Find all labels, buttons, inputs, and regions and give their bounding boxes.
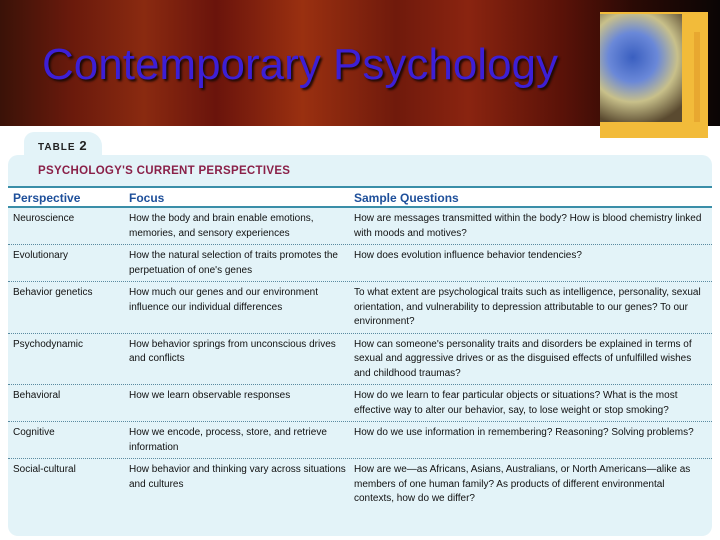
questions-cell: To what extent are psychological traits such as intelligence, personality, sexual orientation, and vulnerability to depression attributable to our genes? To our environment?	[354, 287, 701, 327]
questions-cell: How are messages transmitted within the body? How is blood chemistry linked with moods and motives?	[354, 213, 702, 239]
focus-cell: How the body and brain enable emotions, memories, and sensory experiences	[129, 213, 314, 239]
slide-title: Contemporary Psychology	[42, 40, 559, 89]
table-row	[8, 208, 712, 245]
table-row	[8, 385, 712, 422]
table-row	[8, 334, 712, 386]
table-row	[8, 459, 712, 510]
table-row	[8, 282, 712, 334]
perspective-cell: Cognitive	[13, 427, 55, 438]
header-focus: Focus	[129, 191, 165, 205]
focus-cell: How behavior and thinking vary across situations and cultures	[129, 464, 346, 490]
focus-cell: How we encode, process, store, and retrieve information	[129, 427, 327, 453]
table-body	[8, 208, 712, 510]
perspective-cell: Social-cultural	[13, 464, 76, 475]
perspective-cell: Neuroscience	[13, 213, 75, 224]
questions-cell: How does evolution influence behavior tendencies?	[354, 250, 582, 261]
perspective-cell: Evolutionary	[13, 250, 69, 261]
cover-photo	[600, 14, 682, 122]
table-header	[8, 186, 712, 208]
perspective-cell: Behavioral	[13, 390, 61, 401]
questions-cell: How do we learn to fear particular objects or situations? What is the most effective way to alter our behavior, say, to lose weight or stop smoking?	[354, 390, 678, 416]
questions-cell: How are we—as Africans, Asians, Australians, or North Americans—alike as members of one human family? As products of different environmental contexts, how do we differ?	[354, 464, 691, 504]
table-row	[8, 422, 712, 459]
table-caption: PSYCHOLOGY'S CURRENT PERSPECTIVES	[38, 165, 291, 177]
focus-cell: How we learn observable responses	[129, 390, 291, 401]
questions-cell: How can someone's personality traits and disorders be explained in terms of sexual and aggressive drives or as the disguised effects of unfulfilled wishes and childhood traumas?	[354, 338, 692, 379]
table-row	[8, 245, 712, 282]
perspective-cell: Behavior genetics	[13, 287, 93, 298]
focus-cell: How the natural selection of traits promotes the perpetuation of one's genes	[129, 250, 338, 276]
focus-cell: How behavior springs from unconscious drives and conflicts	[129, 338, 336, 364]
perspective-cell: Psychodynamic	[13, 338, 84, 350]
questions-cell: How do we use information in remembering? Reasoning? Solving problems?	[354, 427, 694, 438]
focus-cell: How much our genes and our environment influence our individual differences	[129, 287, 318, 313]
table-number-label	[38, 138, 88, 153]
cover-title-strip	[694, 32, 700, 122]
book-cover-image	[600, 12, 708, 138]
header-perspective: Perspective	[13, 191, 81, 205]
header-sample-questions: Sample Questions	[354, 191, 459, 205]
table-number: 2	[79, 138, 88, 153]
table-label: TABLE	[38, 142, 76, 153]
